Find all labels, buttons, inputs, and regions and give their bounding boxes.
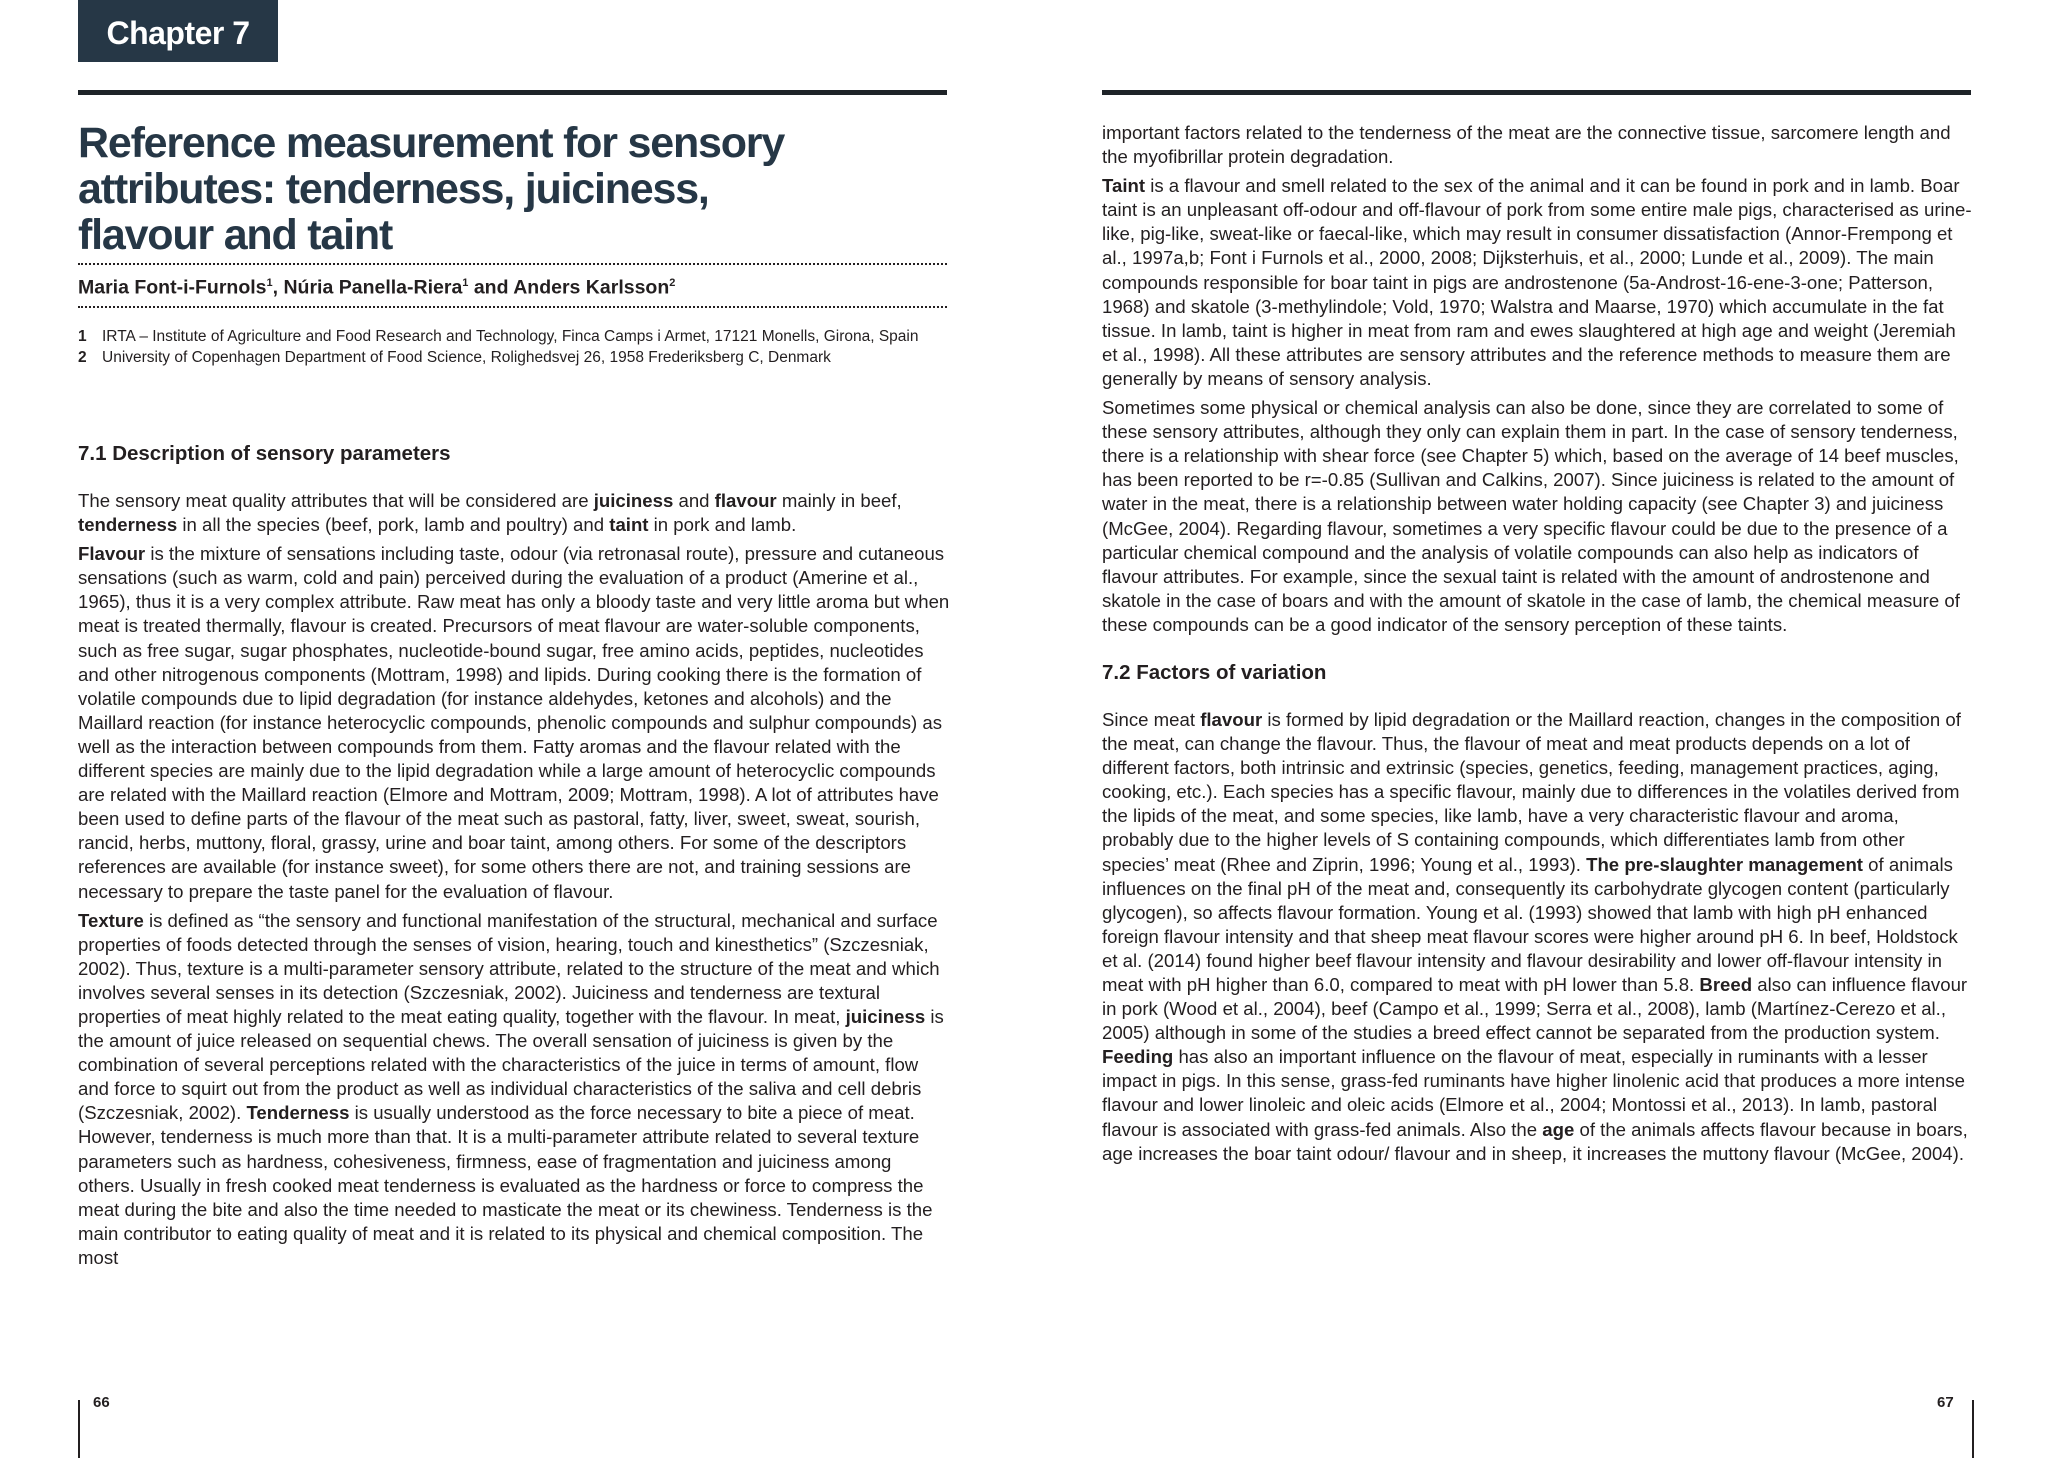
affiliation-sup: 1 bbox=[266, 277, 273, 289]
affiliation-text: IRTA – Institute of Agriculture and Food Research and Technology, Finca Camps i Armet, 17121 Monells, Girona, Spain bbox=[102, 327, 919, 345]
paragraph: Since meat flavour is formed by lipid degradation or the Maillard reaction, changes in the composition of the meat, can change the flavour. Thus, the flavour of meat and meat products depends on a lot of different factors, both intrinsic and extrinsic (species, genetics, feeding, management practices, aging, cooking, etc.). Each species has a specific flavour, mainly due to differences in the volatiles derived from the lipids of the meat, and some species, like lamb, have a very characteristic flavour and aroma, probably due to the higher levels of S containing compounds, which differentiates lamb from other species’ meat (Rhee and Ziprin, 1996; Young et al., 1993). The pre-slaughter management of animals influences on the final pH of the meat and, consequently its carbohydrate glycogen content (particularly glycogen), so affects flavour formation. Young et al. (1993) showed that lamb with high pH enhanced foreign flavour intensity and that sheep meat flavour scores were higher around pH 6. In beef, Holdstock et al. (2014) found higher beef flavour intensity and flavour desirability and lower off-flavour intensity in meat with pH higher than 6.0, compared to meat with pH lower than 5.8. Breed also can influence flavour in pork (Wood et al., 2004), beef (Campo et al., 1999; Serra et al., 2008), lamb (Martínez-Cerezo et al., 2005) although in some of the studies a breed effect cannot be separated from the production system. Feeding has also an important influence on the flavour of meat, especially in ruminants with a lesser impact in pigs. In this sense, grass-fed ruminants have higher linolenic acid that produces a more intense flavour and lower linoleic and oleic acids (Elmore et al., 2004; Montossi et al., 2013). In lamb, pastoral flavour is associated with grass-fed animals. Also the age of the animals affects flavour because in boars, age increases the boar taint odour/ flavour and in sheep, it increases the muttony flavour (McGee, 2004). bbox=[1102, 708, 1968, 1164]
affiliation-sup: 2 bbox=[669, 277, 676, 289]
title-line: attributes: tenderness, juiciness, bbox=[78, 165, 709, 213]
right-column bbox=[1102, 121, 1974, 1171]
right-page bbox=[1024, 0, 2048, 1458]
chapter-title bbox=[78, 120, 950, 258]
paragraph: Taint is a flavour and smell related to the sex of the animal and it can be found in pork and in lamb. Boar taint is an unpleasant off-odour and off-flavour of pork from some entire male pigs, characterised as urine-like, pig-like, sweat-like or faecal-like, which may result in consumer dissatisfaction (Annor-Frempong et al., 1997a,b; Font i Furnols et al., 2000, 2008; Dijksterhuis, et al., 2000; Lunde et al., 2009). The main compounds responsible for boar taint in pigs are androstenone (5a-Androst-16-ene-3-one; Patterson, 1968) and skatole (3-methylindole; Vold, 1970; Walstra and Maarse, 1970) which accumulate in the fat tissue. In lamb, taint is higher in meat from ram and ewes slaughtered at high age and weight (Jeremiah et al., 1998). All these attributes are sensory attributes and the reference methods to measure them are generally by means of sensory analysis. bbox=[1102, 175, 1972, 389]
affiliation bbox=[78, 326, 950, 347]
section-heading: 7.2 Factors of variation bbox=[1102, 660, 1327, 684]
top-rule bbox=[78, 90, 947, 95]
affiliation-number: 2 bbox=[78, 348, 87, 366]
title-line: Reference measurement for sensory bbox=[78, 119, 785, 167]
author-name: Maria Font-i-Furnols bbox=[78, 276, 267, 299]
title-line: flavour and taint bbox=[78, 211, 393, 259]
section-1 bbox=[78, 441, 950, 1275]
paragraph: Flavour is the mixture of sensations including taste, odour (via retronasal route), pressure and cutaneous sensations (such as warm, cold and pain) perceived during the evaluation of a product (Amerine et al., 1965), thus it is a very complex attribute. Raw meat has only a bloody taste and very little aroma but when meat is treated thermally, flavour is created. Precursors of meat flavour are water-soluble components, such as free sugar, sugar phosphates, nucleotide-bound sugar, free amino acids, peptides, nucleotides and other nitrogenous components (Mottram, 1998) and lipids. During cooking there is the formation of volatile compounds due to lipid degradation (for instance aldehydes, ketones and alcohols) and the Maillard reaction (for instance heterocyclic compounds, phenolic compounds and sulphur compounds) as well as the interaction between compounds from them. Fatty aromas and the flavour related with the different species are mainly due to the lipid degradation while a large amount of heterocyclic compounds are related with the Maillard reaction (Elmore and Mottram, 2009; Mottram, 1998). A lot of attributes have been used to define parts of the flavour of the meat such as pastoral, fatty, liver, sweet, sweat, sourish, rancid, herbs, muttony, floral, grassy, urine and boar taint, among others. For some of the descriptors references are available (for instance sweet), for some others there are not, and training sessions are necessary to prepare the taste panel for the evaluation of flavour. bbox=[78, 543, 950, 902]
paragraph: The sensory meat quality attributes that will be considered are juiciness and flavour mainly in beef, tenderness in all the species (beef, pork, lamb and poultry) and taint in pork and lamb. bbox=[78, 490, 902, 536]
author-name: Núria Panella-Riera bbox=[283, 276, 463, 299]
affiliations bbox=[78, 326, 950, 368]
affiliation-number: 1 bbox=[78, 327, 87, 345]
page-tick bbox=[1972, 1400, 1974, 1458]
page-number: 66 bbox=[93, 1394, 110, 1411]
top-rule bbox=[1102, 90, 1971, 95]
author-name: Anders Karlsson bbox=[513, 276, 670, 299]
author-separator: , bbox=[272, 276, 284, 299]
section-heading: 7.1 Description of sensory parameters bbox=[78, 442, 451, 465]
dotted-divider bbox=[78, 306, 947, 308]
author-separator: and bbox=[468, 276, 514, 299]
page-number: 67 bbox=[1937, 1394, 1954, 1411]
affiliation bbox=[78, 347, 950, 368]
chapter-label: Chapter 7 bbox=[78, 0, 278, 62]
page-tick bbox=[78, 1400, 80, 1458]
affiliation-sup: 1 bbox=[462, 277, 469, 289]
affiliation-text: University of Copenhagen Department of Food Science, Rolighedsvej 26, 1958 Frederiksberg C, Denmark bbox=[102, 348, 831, 366]
paragraph: Sometimes some physical or chemical analysis can also be done, since they are correlated to some of these sensory attributes, although they only can explain them in part. In the case of sensory tenderness, there is a relationship with shear force (see Chapter 5) which, based on the average of 14 beef muscles, has been reported to be r=-0.85 (Sullivan and Calkins, 2007). Since juiciness is related to the amount of water in the meat, there is a relationship between water holding capacity (see Chapter 3) and juiciness (McGee, 2004). Regarding flavour, sometimes a very specific flavour could be due to the presence of a particular chemical compound and the analysis of volatile compounds can also help as indicators of flavour attributes. For example, since the sexual taint is related with the amount of androstenone and skatole in the case of boars and with the amount of skatole in the case of lamb, the chemical measure of these compounds can be a good indicator of the sensory perception of these taints. bbox=[1102, 397, 1960, 635]
title-block bbox=[78, 120, 950, 258]
paragraph: Texture is defined as “the sensory and functional manifestation of the structural, mechanical and surface properties of foods detected through the senses of vision, hearing, touch and kinesthetics” (Szczesniak, 2002). Thus, texture is a multi-parameter sensory attribute, related to the structure of the meat and which involves several senses in its detection (Szczesniak, 2002). Juiciness and tenderness are textural properties of meat highly related to the meat eating quality, together with the flavour. In meat, juiciness is the amount of juice released on sequential chews. The overall sensation of juiciness is given by the combination of several perceptions related with the characteristics of the juice in terms of amount, flow and force to squirt out from the product as well as individual characteristics of the saliva and cell debris (Szczesniak, 2002). Tenderness is usually understood as the force necessary to bite a piece of meat. However, tenderness is much more than that. It is a multi-parameter attribute related to several texture parameters such as hardness, cohesiveness, firmness, ease of fragmentation and juiciness among others. Usually in fresh cooked meat tenderness is evaluated as the hardness or force to compress the meat during the bite and also the time needed to masticate the meat or its chewiness. Tenderness is the main contributor to eating quality of meat and it is related to its physical and chemical composition. The most bbox=[78, 909, 944, 1268]
paragraph: important factors related to the tenderness of the meat are the connective tissue, sarcomere length and the myofibrillar protein degradation. bbox=[1102, 122, 1951, 168]
authors bbox=[78, 265, 950, 306]
